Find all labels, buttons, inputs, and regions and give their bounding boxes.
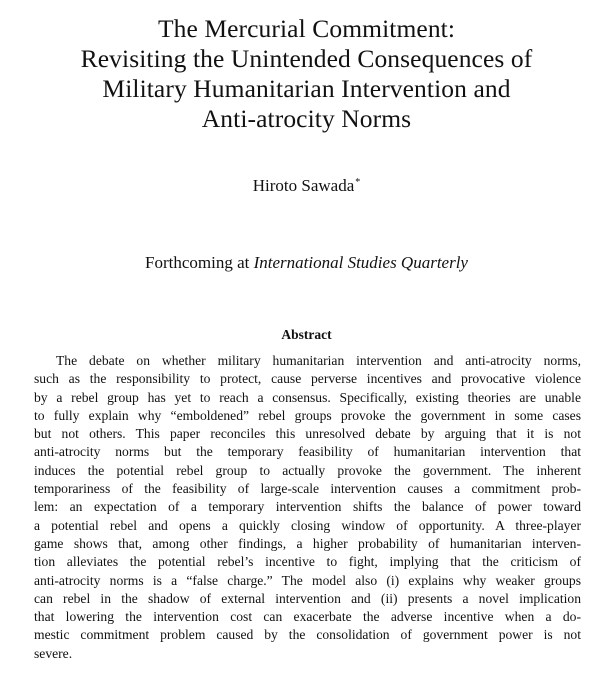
abstract-line: induces the potential rebel group to actually provoke the government. The inherent <box>34 462 581 478</box>
title-line: Anti-atrocity Norms <box>201 104 412 133</box>
publication-note <box>0 253 613 273</box>
abstract-line: that lowering the intervention cost can exacerbate the adverse incentive when a do- <box>34 609 581 625</box>
title-line: Revisiting the Unintended Consequences of <box>80 44 533 73</box>
paper-title <box>0 14 613 134</box>
abstract-line: to fully explain why “emboldened” rebel groups provoke the government in some cases <box>34 407 581 423</box>
abstract-line: severe. <box>34 645 73 661</box>
abstract-line: mestic commitment problem caused by the consolidation of government power is not <box>34 627 581 643</box>
abstract-line: by a rebel group has yet to reach a consensus. Specifically, existing theories are unable <box>34 389 581 405</box>
title-line: Military Humanitarian Intervention and <box>102 74 511 103</box>
abstract-line: such as the responsibility to protect, cause perverse incentives and provocative violence <box>34 371 581 387</box>
title-line: The Mercurial Commitment: <box>157 14 456 43</box>
abstract-line: game shows that, among other findings, a higher probability of humanitarian interven- <box>34 535 581 551</box>
abstract-line: The debate on whether military humanitarian intervention and anti-atrocity norms, <box>56 353 581 368</box>
abstract-line: temporariness of the feasibility of large-scale intervention causes a commitment prob- <box>34 481 581 497</box>
journal-name: International Studies Quarterly <box>253 253 468 272</box>
abstract-heading: Abstract <box>281 327 332 342</box>
abstract-line: tion alleviates the potential rebel’s incentive to fight, implying that the criticism of <box>34 554 581 570</box>
abstract-line: lem: an expectation of a temporary intervention shifts the balance of power toward <box>34 499 581 515</box>
abstract-line: anti-atrocity norms is a “false charge.” The model also (i) explains why weaker groups <box>34 572 581 588</box>
publication-prefix: Forthcoming at <box>145 253 250 272</box>
abstract-line: a potential rebel and opens a quickly closing window of opportunity. A three-player <box>34 517 581 533</box>
abstract-body <box>34 352 581 663</box>
abstract-line: anti-atrocity norms but the temporary feasibility of humanitarian intervention that <box>34 444 581 460</box>
abstract-line: can rebel in the shadow of external intervention and (ii) presents a novel implication <box>34 590 581 606</box>
author-footnote-mark: * <box>355 177 361 188</box>
author-name: Hiroto Sawada <box>252 176 355 195</box>
author-line <box>0 173 613 196</box>
abstract-line: but not others. This paper reconciles this unresolved debate by arguing that it is not <box>34 426 581 442</box>
